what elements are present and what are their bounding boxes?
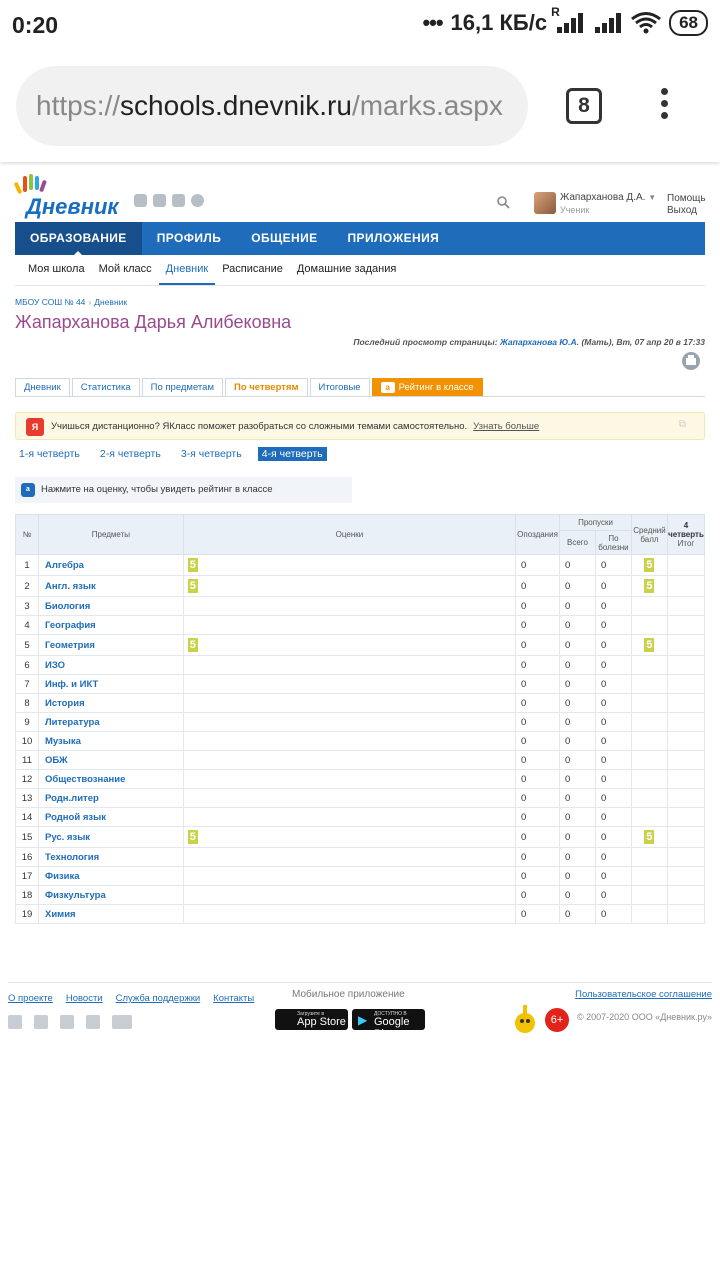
- marks-cell[interactable]: [183, 827, 515, 848]
- subnav-diary[interactable]: Дневник: [159, 255, 216, 285]
- main-nav-education[interactable]: ОБРАЗОВАНИЕ: [15, 222, 142, 255]
- row-number: 4: [16, 616, 39, 635]
- row-number: 10: [16, 732, 39, 751]
- late-count: 0: [516, 713, 560, 732]
- average-mark: [631, 555, 667, 576]
- rating-hint: [15, 477, 352, 503]
- row-number: 8: [16, 694, 39, 713]
- marks-cell[interactable]: [183, 713, 515, 732]
- table-row: [16, 635, 705, 656]
- table-row: [16, 867, 705, 886]
- breadcrumb: МБОУ СОШ № 44 › Дневник: [15, 297, 128, 307]
- col-num: №: [16, 515, 39, 555]
- breadcrumb-diary[interactable]: Дневник: [94, 297, 128, 307]
- bell-icon[interactable]: [172, 194, 185, 207]
- user-role: Ученик: [560, 205, 590, 215]
- subnav-homework[interactable]: Домашние задания: [296, 263, 397, 275]
- battery-indicator: 68: [669, 10, 708, 36]
- app-store-button[interactable]: Загрузите в App Store: [275, 1009, 348, 1030]
- subject-link[interactable]: Обществознание: [38, 770, 183, 789]
- late-count: 0: [516, 770, 560, 789]
- tab-class-rating[interactable]: [372, 378, 483, 396]
- average-mark: [631, 789, 667, 808]
- marks-table: [15, 514, 705, 924]
- quarter-final-mark: [667, 751, 704, 770]
- absences-total: 0: [560, 656, 596, 675]
- marks-cell[interactable]: [183, 886, 515, 905]
- absences-ill: 0: [595, 848, 631, 867]
- quarter-final-mark: [667, 656, 704, 675]
- table-row: [16, 770, 705, 789]
- absences-total: 0: [560, 751, 596, 770]
- mascot-icon: [512, 1003, 538, 1035]
- rating-hint-text: Нажмите на оценку, чтобы увидеть рейтинг в классе: [41, 484, 273, 495]
- col-avg: Средний балл: [631, 515, 667, 555]
- absences-total: 0: [560, 713, 596, 732]
- quarter-final-mark: [667, 597, 704, 616]
- marks-cell[interactable]: [183, 635, 515, 656]
- logo-text: Дневник: [26, 194, 119, 219]
- footer-news-link[interactable]: Новости: [65, 993, 103, 1004]
- subject-link[interactable]: Родн.литер: [38, 789, 183, 808]
- rating-icon: a: [381, 382, 395, 393]
- subject-link[interactable]: Алгебра: [38, 555, 183, 576]
- mark-badge[interactable]: 5: [189, 639, 196, 651]
- tab-switcher-button[interactable]: 8: [566, 88, 602, 124]
- late-count: 0: [516, 789, 560, 808]
- quarter-final-mark: [667, 675, 704, 694]
- table-row: [16, 713, 705, 732]
- average-mark: [631, 867, 667, 886]
- absences-total: 0: [560, 808, 596, 827]
- mark-badge[interactable]: 5: [189, 831, 196, 843]
- breadcrumb-school[interactable]: МБОУ СОШ № 44: [15, 297, 86, 307]
- subject-link[interactable]: Технология: [38, 848, 183, 867]
- row-number: 2: [16, 576, 39, 597]
- late-count: 0: [516, 555, 560, 576]
- signal-roaming-icon: [551, 5, 585, 35]
- promo-text: Учишься дистанционно? ЯКласс поможет разобраться со сложными темами самостоятельно. Узнать больше: [51, 421, 540, 432]
- row-number: 6: [16, 656, 39, 675]
- tab-class-rating-label: Рейтинг в классе: [398, 381, 474, 393]
- marks-cell[interactable]: [183, 694, 515, 713]
- row-number: 17: [16, 867, 39, 886]
- mark-badge[interactable]: 5: [646, 639, 653, 651]
- friends-icon[interactable]: [153, 194, 166, 207]
- row-number: 5: [16, 635, 39, 656]
- table-row: [16, 827, 705, 848]
- dnevnik-logo[interactable]: [14, 174, 124, 219]
- mark-badge[interactable]: 5: [646, 559, 653, 571]
- learn-more-link[interactable]: Узнать больше: [473, 421, 540, 432]
- absences-ill: 0: [595, 597, 631, 616]
- average-mark: [631, 597, 667, 616]
- play-icon: ▶: [358, 1013, 368, 1027]
- late-count: 0: [516, 675, 560, 694]
- quarter-final-mark: [667, 827, 704, 848]
- absences-ill: 0: [595, 789, 631, 808]
- col-absences-total: Всего: [560, 531, 596, 555]
- marks-cell[interactable]: [183, 848, 515, 867]
- table-row: [16, 732, 705, 751]
- browser-menu-icon[interactable]: [656, 88, 672, 124]
- mark-badge[interactable]: 5: [189, 559, 196, 571]
- row-number: 16: [16, 848, 39, 867]
- absences-ill: 0: [595, 905, 631, 924]
- quarter-final-mark: [667, 555, 704, 576]
- absences-total: 0: [560, 905, 596, 924]
- mark-badge[interactable]: 5: [189, 580, 196, 592]
- absences-ill: 0: [595, 576, 631, 597]
- status-icons: [422, 5, 708, 36]
- footer-support-link[interactable]: Служба поддержки: [115, 993, 201, 1004]
- row-number: 9: [16, 713, 39, 732]
- average-mark: [631, 675, 667, 694]
- table-row: [16, 675, 705, 694]
- quarter-1[interactable]: 1-я четверть: [19, 448, 80, 460]
- table-row: [16, 751, 705, 770]
- absences-total: 0: [560, 770, 596, 789]
- late-count: 0: [516, 848, 560, 867]
- quarter-final-mark: [667, 576, 704, 597]
- row-number: 11: [16, 751, 39, 770]
- main-nav-communication[interactable]: ОБЩЕНИЕ: [251, 231, 318, 245]
- average-mark: [631, 827, 667, 848]
- notification-dots: •••: [422, 10, 443, 35]
- absences-total: 0: [560, 597, 596, 616]
- close-banner-icon[interactable]: ⧉: [678, 419, 686, 430]
- subject-link[interactable]: Рус. язык: [38, 827, 183, 848]
- average-mark: [631, 656, 667, 675]
- quarter-final-mark: [667, 694, 704, 713]
- average-mark: [631, 713, 667, 732]
- late-count: 0: [516, 867, 560, 886]
- absences-total: 0: [560, 848, 596, 867]
- facebook-icon[interactable]: [8, 1015, 22, 1029]
- quarter-final-mark: [667, 732, 704, 751]
- col-absences: Пропуски: [560, 515, 632, 531]
- absences-ill: 0: [595, 694, 631, 713]
- youtube-icon[interactable]: [112, 1015, 132, 1029]
- table-row: [16, 597, 705, 616]
- yaklass-banner: [15, 412, 705, 440]
- absences-total: 0: [560, 732, 596, 751]
- subject-link[interactable]: Музыка: [38, 732, 183, 751]
- social-links: [8, 1015, 132, 1029]
- main-nav-profile[interactable]: ПРОФИЛЬ: [156, 231, 222, 245]
- absences-total: 0: [560, 886, 596, 905]
- late-count: 0: [516, 597, 560, 616]
- subject-link[interactable]: География: [38, 616, 183, 635]
- absences-ill: 0: [595, 616, 631, 635]
- messages-icon[interactable]: [134, 194, 147, 207]
- user-agreement-link[interactable]: Пользовательское соглашение: [575, 989, 712, 1000]
- sub-nav: [15, 255, 705, 286]
- user-menu[interactable]: Жапарханова Д.А. ▼: [560, 192, 657, 203]
- late-count: 0: [516, 827, 560, 848]
- absences-ill: 0: [595, 751, 631, 770]
- row-number: 7: [16, 675, 39, 694]
- absences-total: 0: [560, 576, 596, 597]
- quarter-3[interactable]: 3-я четверть: [180, 448, 242, 460]
- browser-toolbar: [0, 52, 720, 162]
- row-number: 1: [16, 555, 39, 576]
- absences-ill: 0: [595, 867, 631, 886]
- late-count: 0: [516, 886, 560, 905]
- refresh-icon[interactable]: [191, 194, 204, 207]
- table-row: [16, 656, 705, 675]
- marks-cell[interactable]: [183, 675, 515, 694]
- mobile-app-label: Мобильное приложение: [292, 989, 405, 1000]
- quarter-final-mark: [667, 905, 704, 924]
- subject-link[interactable]: Родной язык: [38, 808, 183, 827]
- average-mark: [631, 616, 667, 635]
- quarter-final-mark: [667, 635, 704, 656]
- subnav-my-school[interactable]: Моя школа: [28, 263, 85, 275]
- quarter-final-mark: [667, 848, 704, 867]
- absences-total: 0: [560, 694, 596, 713]
- col-quarter-final: 4 четверть Итог: [667, 515, 704, 555]
- absences-ill: 0: [595, 808, 631, 827]
- mark-badge[interactable]: 5: [646, 831, 653, 843]
- header-icons: [134, 194, 204, 207]
- absences-total: 0: [560, 789, 596, 808]
- absences-total: 0: [560, 616, 596, 635]
- print-icon[interactable]: [680, 350, 702, 372]
- late-count: 0: [516, 616, 560, 635]
- page-title: Жапарханова Дарья Алибековна: [15, 312, 292, 332]
- subject-link[interactable]: Геометрия: [38, 635, 183, 656]
- quarter-2[interactable]: 2-я четверть: [99, 448, 161, 460]
- subject-link[interactable]: Литература: [38, 713, 183, 732]
- twitter-icon[interactable]: [34, 1015, 48, 1029]
- late-count: 0: [516, 694, 560, 713]
- table-row: [16, 616, 705, 635]
- absences-total: 0: [560, 827, 596, 848]
- logout-link[interactable]: Выход: [667, 205, 697, 216]
- absences-ill: 0: [595, 555, 631, 576]
- rating-hint-icon: a: [21, 483, 35, 497]
- row-number: 3: [16, 597, 39, 616]
- avatar[interactable]: [534, 192, 556, 214]
- absences-ill: 0: [595, 635, 631, 656]
- table-row: [16, 789, 705, 808]
- tab-diary[interactable]: Дневник: [15, 378, 70, 396]
- subject-link[interactable]: Инф. и ИКТ: [38, 675, 183, 694]
- average-mark: [631, 808, 667, 827]
- google-play-button[interactable]: ▶ ДОСТУПНО В Google Play: [352, 1009, 425, 1030]
- average-mark: [631, 751, 667, 770]
- last-view-user[interactable]: Жапарханова Ю.А.: [499, 337, 580, 347]
- table-row: [16, 886, 705, 905]
- average-mark: [631, 905, 667, 924]
- table-row: [16, 848, 705, 867]
- footer-contacts-link[interactable]: Контакты: [213, 993, 255, 1004]
- row-number: 15: [16, 827, 39, 848]
- absences-ill: 0: [595, 770, 631, 789]
- signal-icon: [593, 11, 623, 35]
- main-nav: [15, 222, 705, 255]
- absences-ill: 0: [595, 732, 631, 751]
- row-number: 14: [16, 808, 39, 827]
- absences-ill: 0: [595, 713, 631, 732]
- subject-link[interactable]: ОБЖ: [38, 751, 183, 770]
- subnav-my-class[interactable]: Мой класс: [98, 263, 152, 275]
- mark-badge[interactable]: 5: [646, 580, 653, 592]
- average-mark: [631, 576, 667, 597]
- quarter-final-mark: [667, 770, 704, 789]
- quarter-final-mark: [667, 808, 704, 827]
- col-subject: Предметы: [38, 515, 183, 555]
- quarter-4[interactable]: 4-я четверть: [258, 447, 327, 461]
- average-mark: [631, 635, 667, 656]
- row-number: 12: [16, 770, 39, 789]
- quarter-final-mark: [667, 616, 704, 635]
- average-mark: [631, 770, 667, 789]
- average-mark: [631, 886, 667, 905]
- absences-total: 0: [560, 635, 596, 656]
- footer-links: [8, 993, 254, 1004]
- quarter-selector: [15, 447, 327, 461]
- absences-ill: 0: [595, 675, 631, 694]
- table-row: [16, 905, 705, 924]
- marks-cell[interactable]: [183, 576, 515, 597]
- subject-link[interactable]: Биология: [38, 597, 183, 616]
- chevron-down-icon: ▼: [648, 193, 657, 202]
- average-mark: [631, 848, 667, 867]
- absences-ill: 0: [595, 827, 631, 848]
- absences-total: 0: [560, 675, 596, 694]
- footer-divider: [8, 982, 712, 983]
- yaklass-icon: Я: [26, 418, 44, 436]
- average-mark: [631, 694, 667, 713]
- marks-cell[interactable]: [183, 770, 515, 789]
- absences-total: 0: [560, 867, 596, 886]
- subject-link[interactable]: История: [38, 694, 183, 713]
- late-count: 0: [516, 656, 560, 675]
- tab-statistics[interactable]: Статистика: [72, 378, 140, 396]
- marks-cell[interactable]: [183, 732, 515, 751]
- subject-link[interactable]: Англ. язык: [38, 576, 183, 597]
- marks-cell[interactable]: [183, 867, 515, 886]
- absences-total: 0: [560, 555, 596, 576]
- status-bar: [0, 0, 720, 52]
- marks-cell[interactable]: [183, 555, 515, 576]
- table-row: [16, 808, 705, 827]
- late-count: 0: [516, 635, 560, 656]
- row-number: 18: [16, 886, 39, 905]
- vk-icon[interactable]: [60, 1015, 74, 1029]
- quarter-final-mark: [667, 713, 704, 732]
- help-links: [667, 193, 706, 217]
- late-count: 0: [516, 808, 560, 827]
- url-text: https://schools.dnevnik.ru/marks.aspx: [36, 90, 503, 121]
- view-tabs: [15, 378, 705, 397]
- marks-cell[interactable]: [183, 789, 515, 808]
- absences-ill: 0: [595, 656, 631, 675]
- col-marks: Оценки: [183, 515, 515, 555]
- marks-cell[interactable]: [183, 751, 515, 770]
- absences-ill: 0: [595, 886, 631, 905]
- address-bar[interactable]: [16, 66, 528, 146]
- subject-link[interactable]: Физкультура: [38, 886, 183, 905]
- age-rating-badge: 6+: [545, 1008, 569, 1032]
- main-nav-apps[interactable]: ПРИЛОЖЕНИЯ: [347, 231, 440, 245]
- col-late: Опоздания: [516, 515, 560, 555]
- last-view-info: Последний просмотр страницы: Жапарханова Ю.А. (Мать), Вт, 07 апр 20 в 17:33: [353, 337, 705, 347]
- marks-cell[interactable]: [183, 905, 515, 924]
- quarter-final-mark: [667, 886, 704, 905]
- search-icon[interactable]: [497, 196, 510, 209]
- late-count: 0: [516, 751, 560, 770]
- footer-about-link[interactable]: О проекте: [8, 993, 53, 1004]
- odnoklassniki-icon[interactable]: [86, 1015, 100, 1029]
- wifi-icon: [631, 11, 661, 35]
- subject-link[interactable]: Физика: [38, 867, 183, 886]
- network-speed: 16,1 КБ/с: [450, 10, 548, 35]
- quarter-final-mark: [667, 789, 704, 808]
- row-number: 13: [16, 789, 39, 808]
- status-time: 0:20: [12, 12, 59, 38]
- average-mark: [631, 732, 667, 751]
- marks-cell[interactable]: [183, 808, 515, 827]
- help-link[interactable]: Помощь: [667, 193, 706, 204]
- subject-link[interactable]: Химия: [38, 905, 183, 924]
- late-count: 0: [516, 732, 560, 751]
- subnav-schedule[interactable]: Расписание: [222, 263, 283, 275]
- late-count: 0: [516, 576, 560, 597]
- table-row: [16, 576, 705, 597]
- tab-by-quarters[interactable]: По четвертям: [225, 378, 308, 396]
- marks-cell[interactable]: [183, 616, 515, 635]
- copyright: © 2007-2020 ООО «Дневник.ру»: [577, 1012, 712, 1022]
- table-row: [16, 694, 705, 713]
- marks-cell[interactable]: [183, 597, 515, 616]
- marks-cell[interactable]: [183, 656, 515, 675]
- tab-final[interactable]: Итоговые: [310, 378, 370, 396]
- roaming-label: R: [551, 5, 560, 19]
- quarter-final-mark: [667, 867, 704, 886]
- col-absences-ill: По болезни: [595, 531, 631, 555]
- row-number: 19: [16, 905, 39, 924]
- tab-by-subjects[interactable]: По предметам: [142, 378, 223, 396]
- late-count: 0: [516, 905, 560, 924]
- table-row: [16, 555, 705, 576]
- subject-link[interactable]: ИЗО: [38, 656, 183, 675]
